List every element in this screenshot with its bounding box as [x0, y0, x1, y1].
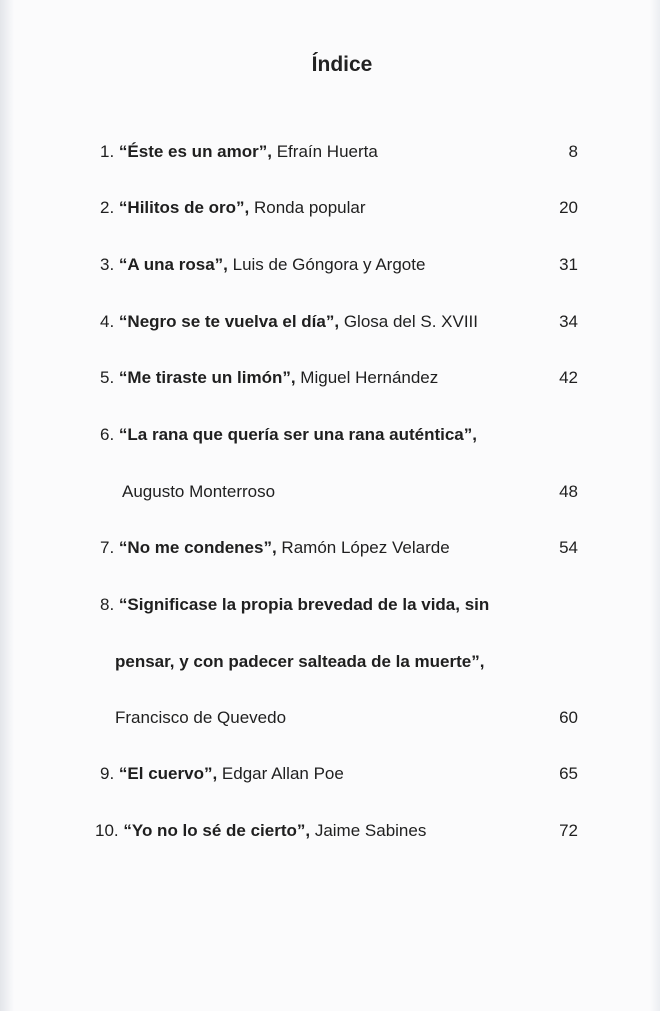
toc-entry-continuation	[0, 479, 660, 505]
toc-entry-continuation	[0, 705, 660, 731]
entry-page-number: 48	[559, 482, 578, 501]
entry-page-number: 42	[559, 368, 578, 387]
entry-number: 6.	[100, 425, 115, 444]
entry-page-number: 65	[559, 764, 578, 783]
toc-entry	[0, 592, 660, 618]
entry-number: 4.	[100, 312, 115, 331]
toc-entry	[0, 535, 660, 561]
entry-page-number: 54	[559, 538, 578, 557]
toc-entry	[0, 761, 660, 787]
entry-number: 1.	[100, 142, 115, 161]
entry-author: Francisco de Quevedo	[115, 708, 287, 727]
entry-page-number: 60	[559, 708, 578, 727]
toc-entry	[0, 309, 660, 335]
entry-title-continuation: pensar, y con padecer salteada de la muerte”,	[115, 652, 485, 671]
toc-entry	[0, 365, 660, 391]
entry-page-number: 20	[559, 198, 578, 217]
entry-title: “Hilitos de oro”,	[118, 198, 250, 217]
entry-author: Edgar Allan Poe	[221, 764, 344, 783]
entry-page-number: 8	[568, 142, 578, 161]
entry-title: “Me tiraste un limón”,	[118, 368, 296, 387]
entry-title: “A una rosa”,	[118, 255, 228, 274]
entry-title: “Negro se te vuelva el día”,	[118, 312, 340, 331]
toc-entry	[0, 818, 660, 844]
entry-author: Glosa del S. XVIII	[343, 312, 478, 331]
page-title: Índice	[311, 53, 373, 76]
entry-author: Augusto Monterroso	[122, 482, 276, 501]
entry-number: 8.	[100, 595, 115, 614]
entry-author: Miguel Hernández	[300, 368, 439, 387]
entry-author: Efraín Huerta	[276, 142, 378, 161]
toc-entry	[0, 195, 660, 221]
toc-entry	[0, 252, 660, 278]
entry-title: “Éste es un amor”,	[118, 142, 272, 161]
entry-author: Luis de Góngora y Argote	[232, 255, 426, 274]
entry-author: Ramón López Velarde	[281, 538, 450, 557]
entry-number: 10.	[95, 821, 119, 840]
entry-page-number: 72	[559, 821, 578, 840]
entry-number: 7.	[100, 538, 115, 557]
entry-author: Ronda popular	[254, 198, 366, 217]
entry-title: “La rana que quería ser una rana auténtica”,	[118, 425, 477, 444]
entry-title: “No me condenes”,	[118, 538, 277, 557]
toc-entry-continuation	[0, 649, 660, 675]
entry-title: “El cuervo”,	[118, 764, 218, 783]
toc-entry	[0, 139, 660, 165]
entry-number: 5.	[100, 368, 115, 387]
entry-number: 3.	[100, 255, 115, 274]
entry-page-number: 34	[559, 312, 578, 331]
entry-title: “Yo no lo sé de cierto”,	[123, 821, 311, 840]
entry-title: “Significase la propia brevedad de la vida, sin	[118, 595, 490, 614]
entry-author: Jaime Sabines	[314, 821, 427, 840]
toc-entry	[0, 422, 660, 448]
entry-page-number: 31	[559, 255, 578, 274]
entry-number: 2.	[100, 198, 115, 217]
entry-number: 9.	[100, 764, 115, 783]
